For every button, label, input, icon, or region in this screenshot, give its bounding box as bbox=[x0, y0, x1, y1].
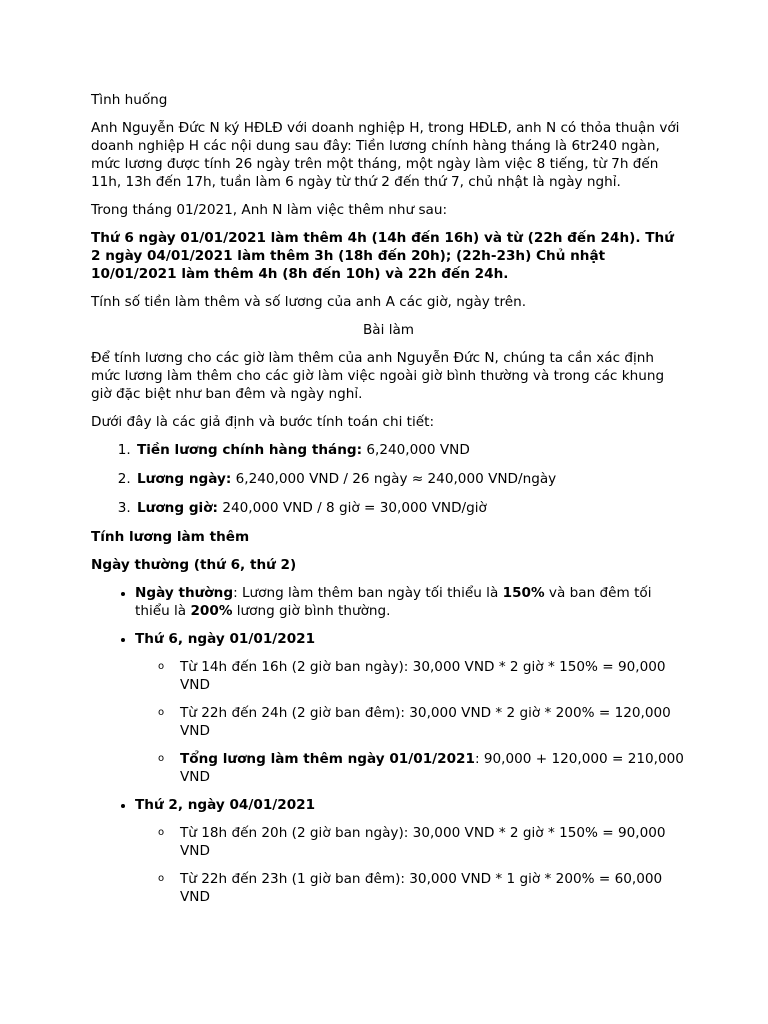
day-sublist bbox=[135, 824, 686, 906]
overtime-detail: Thứ 6 ngày 01/01/2021 làm thêm 4h (14h đến 16h) và từ (22h đến 24h). Thứ 2 ngày 04/01/2021 làm thêm 3h (18h đến 20h); (22h-23h) Chủ nhật 10/01/2021 làm thêm 4h (8h đến 10h) và 22h đến 24h. bbox=[91, 230, 674, 282]
day-item bbox=[135, 796, 686, 906]
answer-intro: Để tính lương cho các giờ làm thêm của anh Nguyễn Đức N, chúng ta cần xác định mức lương làm thêm cho các giờ làm việc ngoài giờ bình thường và trong các khung giờ đặc biệt như ban đêm và ngày nghỉ. bbox=[91, 350, 665, 402]
weekday-list bbox=[91, 584, 686, 906]
day-heading: Thứ 6, ngày 01/01/2021 bbox=[135, 631, 316, 647]
answer-heading: Bài làm bbox=[362, 322, 415, 338]
step-item bbox=[135, 441, 686, 459]
step-label: Lương ngày: bbox=[137, 471, 232, 487]
step-item bbox=[135, 470, 686, 488]
total-label: Tổng lương làm thêm ngày 01/01/2021 bbox=[180, 751, 475, 767]
total-value: : 90,000 + 120,000 = 210,000 VND bbox=[180, 751, 684, 785]
sub-item bbox=[180, 750, 686, 786]
sub-item: o Từ 22h đến 23h (1 giờ ban đêm): 30,000 VND * 1 giờ * 200% = 60,000 VND bbox=[180, 870, 686, 906]
sub-item: o Từ 22h đến 24h (2 giờ ban đêm): 30,000 VND * 2 giờ * 200% = 120,000 VND bbox=[180, 704, 686, 740]
document-body bbox=[91, 91, 686, 916]
month-line: Trong tháng 01/2021, Anh N làm việc thêm như sau: bbox=[91, 202, 448, 218]
section-overtime-heading: Tính lương làm thêm bbox=[91, 529, 250, 545]
day-heading: Thứ 2, ngày 04/01/2021 bbox=[135, 797, 316, 813]
day-sublist bbox=[135, 658, 686, 786]
sub-item: o Từ 14h đến 16h (2 giờ ban ngày): 30,000 VND * 2 giờ * 150% = 90,000 VND bbox=[180, 658, 686, 694]
step-value: 6,240,000 VND / 26 ngày ≈ 240,000 VND/ngày bbox=[231, 471, 557, 487]
step-label: Tiền lương chính hàng tháng: bbox=[137, 442, 363, 458]
rule-percent: 200% bbox=[190, 603, 233, 619]
rule-text: và ban đêm tối thiểu là bbox=[135, 585, 652, 619]
assumptions-line: Dưới đây là các giả định và bước tính toán chi tiết: bbox=[91, 414, 435, 430]
rule-label: Ngày thường bbox=[135, 585, 234, 601]
title: Tình huống bbox=[91, 92, 168, 108]
intro-paragraph: Anh Nguyễn Đức N ký HĐLĐ với doanh nghiệp H, trong HĐLĐ, anh N có thỏa thuận với doanh nghiệp H các nội dung sau đây: Tiền lương chính hàng tháng là 6tr240 ngàn, mức lương được tính 26 ngày trên một tháng, một ngày làm việc 8 tiếng, từ 7h đến 11h, 13h đến 17h, tuần làm 6 ngày từ thứ 2 đến thứ 7, chủ nhật là ngày nghỉ. bbox=[91, 120, 680, 190]
rule-percent: 150% bbox=[502, 585, 545, 601]
step-value: 6,240,000 VND bbox=[362, 442, 470, 458]
step-label: Lương giờ: bbox=[137, 500, 218, 516]
step-value: 240,000 VND / 8 giờ = 30,000 VND/giờ bbox=[218, 500, 487, 516]
rule-text: lương giờ bình thường. bbox=[232, 603, 391, 619]
rule-text: : Lương làm thêm ban ngày tối thiểu là bbox=[233, 585, 503, 601]
step-item bbox=[135, 499, 686, 517]
section-weekday-heading: Ngày thường (thứ 6, thứ 2) bbox=[91, 557, 297, 573]
question: Tính số tiền làm thêm và số lương của anh A các giờ, ngày trên. bbox=[91, 294, 527, 310]
day-item bbox=[135, 630, 686, 786]
sub-item: o Từ 18h đến 20h (2 giờ ban ngày): 30,000 VND * 2 giờ * 150% = 90,000 VND bbox=[180, 824, 686, 860]
weekday-rule bbox=[135, 584, 686, 620]
calculation-steps bbox=[91, 441, 686, 517]
